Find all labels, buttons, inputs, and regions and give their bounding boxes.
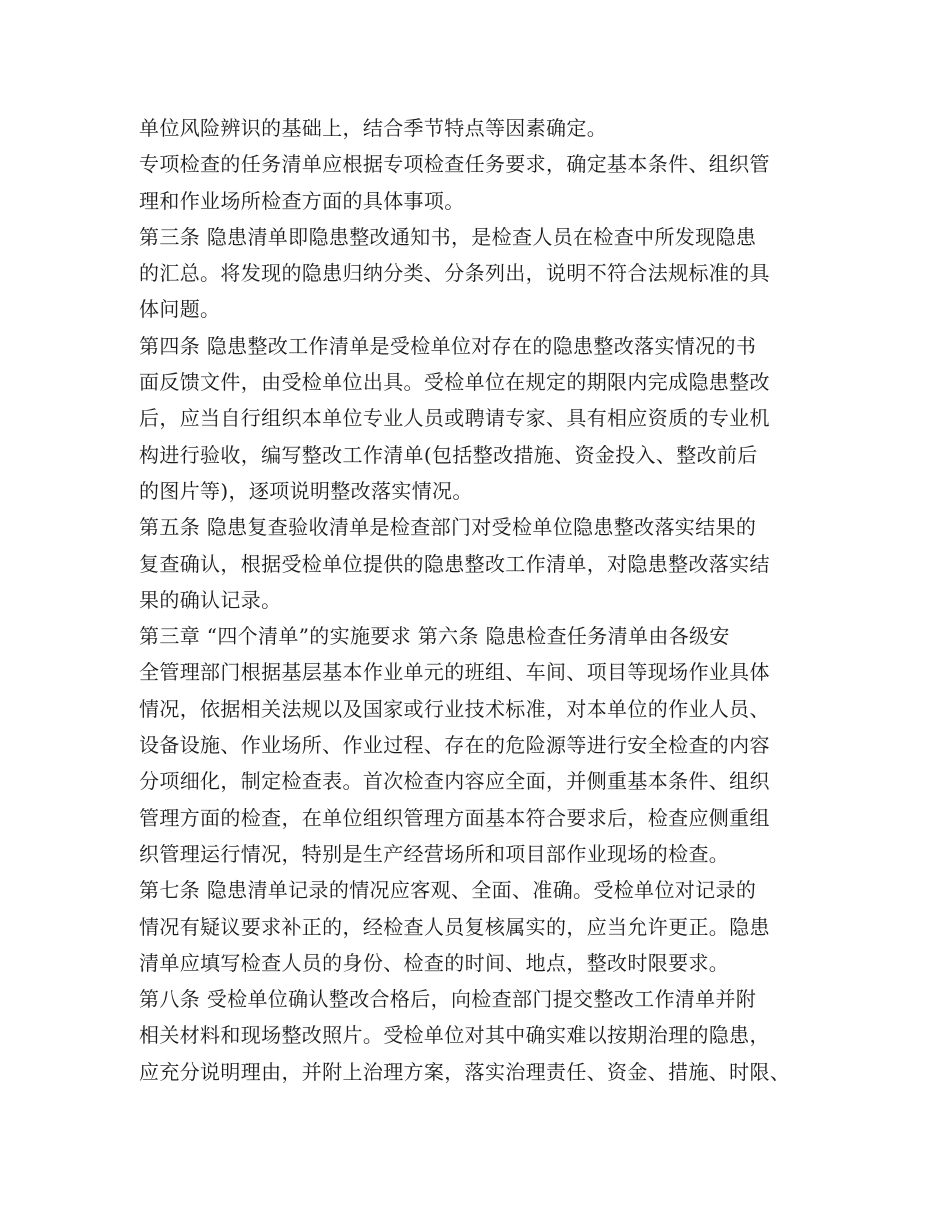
text-line: 第五条 隐患复查验收清单是检查部门对受检单位隐患整改落实结果的	[139, 515, 757, 540]
text-line: 第七条 隐患清单记录的情况应客观、全面、准确。受检单位对记录的	[139, 878, 757, 903]
text-line: 相关材料和现场整改照片。受检单位对其中确实难以按期治理的隐患，	[139, 1023, 770, 1048]
text-line: 管理方面的检查，在单位组织管理方面基本符合要求后，检查应侧重组	[139, 805, 770, 830]
text-line: 果的确认记录。	[139, 587, 282, 612]
text-line: 理和作业场所检查方面的具体事项。	[139, 188, 465, 213]
text-line: 后，应当自行组织本单位专业人员或聘请专家、具有相应资质的专业机	[139, 406, 770, 431]
text-line: 应充分说明理由，并附上治理方案，落实治理责任、资金、措施、时限、	[139, 1059, 791, 1084]
text-line: 全管理部门根据基层基本作业单元的班组、车间、项目等现场作业具体	[139, 660, 770, 685]
text-line: 单位风险辨识的基础上，结合季节特点等因素确定。	[139, 116, 608, 140]
text-line: 织管理运行情况，特别是生产经营场所和项目部作业现场的检查。	[139, 841, 730, 866]
text-line: 清单应填写检查人员的身份、检查的时间、地点，整改时限要求。	[139, 950, 730, 975]
text-line: 复查确认，根据受检单位提供的隐患整改工作清单，对隐患整改落实结	[139, 551, 770, 576]
text-line: 情况有疑议要求补正的，经检查人员复核属实的，应当允许更正。隐患	[139, 914, 770, 939]
text-line: 第八条 受检单位确认整改合格后，向检查部门提交整改工作清单并附	[139, 987, 757, 1012]
text-line: 情况，依据相关法规以及国家或行业技术标准，对本单位的作业人员、	[139, 696, 770, 721]
text-line: 专项检查的任务清单应根据专项检查任务要求，确定基本条件、组织管	[139, 152, 770, 177]
text-line: 设备设施、作业场所、作业过程、存在的危险源等进行安全检查的内容	[139, 733, 770, 758]
text-line: 第三章 “四个清单”的实施要求 第六条 隐患检查任务清单由各级安	[139, 624, 730, 649]
text-line: 分项细化，制定检查表。首次检查内容应全面，并侧重基本条件、组织	[139, 769, 770, 794]
document-body	[139, 110, 819, 1090]
text-line: 的汇总。将发现的隐患归纳分类、分条列出，说明不符合法规标准的具	[139, 261, 770, 286]
text-line: 第四条 隐患整改工作清单是受检单位对存在的隐患整改落实情况的书	[139, 333, 757, 358]
text-line: 第三条 隐患清单即隐患整改通知书，是检查人员在检查中所发现隐患	[139, 224, 757, 249]
text-line: 构进行验收，编写整改工作清单(包括整改措施、资金投入、整改前后	[139, 442, 758, 467]
text-line: 面反馈文件，由受检单位出具。受检单位在规定的期限内完成隐患整改	[139, 370, 770, 395]
text-line: 体问题。	[139, 297, 221, 322]
text-line: 的图片等)，逐项说明整改落实情况。	[139, 478, 473, 503]
